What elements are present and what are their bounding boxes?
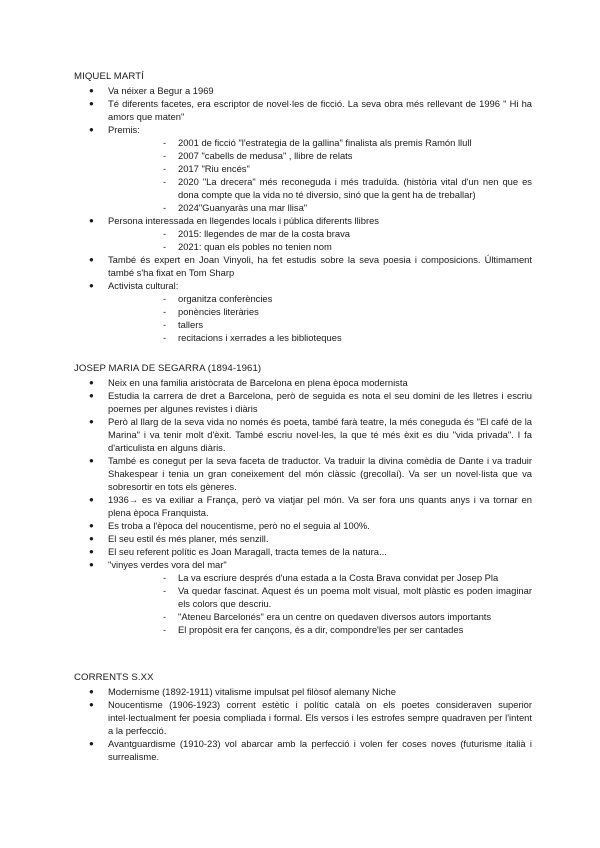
sub-list — [108, 227, 532, 253]
sub-list-item: - recitacions i xerrades a les biblioteques — [108, 331, 532, 344]
list-item — [74, 558, 532, 636]
bullet-list — [74, 685, 532, 763]
list-item: ● Es troba a l'època del noucentisme, però no el seguia al 100%. — [74, 519, 532, 532]
section-heading: JOSEP MARIA DE SEGARRA (1894-1961) — [74, 363, 262, 374]
sub-list-item: - 2001 de ficció "l'estrategia de la gallina" finalista als premis Ramón llull — [108, 136, 532, 149]
list-item: ● El seu referent polític es Joan Maragall, tracta temes de la natura... — [74, 545, 532, 558]
list-item: ● Estudia la carrera de dret a Barcelona, però de seguida es nota el seu domini de les lletres i escriu poemes per algunes revistes i diàris — [74, 389, 532, 415]
list-item-label: Activista cultural: — [108, 280, 179, 291]
sub-list — [108, 292, 532, 344]
sub-list — [108, 136, 532, 214]
list-item: ● Modernisme (1892-1911) vitalisme impulsat pel filòsof alemany Niche — [74, 685, 532, 698]
sub-list-item: - 2020 "La drecera" més reconeguda i més traduïda. (història vital d'un nen que es dona compte que la vida no té diversio, sinó que la gent ha de treballar) — [108, 175, 532, 201]
list-item: ● Neix en una familia aristòcrata de Barcelona en plena època modernista — [74, 376, 532, 389]
sub-list-item: - 2024"Guanyaràs una mar llisa" — [108, 201, 532, 214]
sub-list-item: - 2017 "Riu encés" — [108, 162, 532, 175]
list-item — [74, 279, 532, 344]
list-item: ● Té diferents facetes, era escriptor de novel·les de ficció. La seva obra més rellevant de 1996 " Hi ha amors que maten" — [74, 97, 532, 123]
bullet-list — [74, 84, 532, 344]
sub-list — [108, 571, 532, 636]
list-item-label: Premis: — [108, 124, 140, 135]
list-item: ● Avantguardisme (1910-23) vol abarcar amb la perfecció i volen fer coses noves (futurisme italià i surrealisme. — [74, 737, 532, 763]
sub-list-item: - 2007 "cabells de medusa" , llibre de relats — [108, 149, 532, 162]
sub-list-item: - ponències literàries — [108, 305, 532, 318]
section-corrents-sxx — [74, 671, 532, 763]
list-item-label: "vinyes verdes vora del mar" — [108, 559, 227, 570]
list-item — [74, 123, 532, 214]
sub-list-item: - organitza conferències — [108, 292, 532, 305]
list-item: ● També és expert en Joan Vinyoli, ha fet estudis sobre la seva poesia i composicions. Últimament també s'ha fixat en Tom Sharp — [74, 253, 532, 279]
sub-list-item: - "Ateneu Barcelonés" era un centre on quedaven diversos autors importants — [108, 610, 532, 623]
section-heading: MIQUEL MARTÍ — [74, 71, 144, 82]
bullet-list — [74, 376, 532, 636]
list-item: ● El seu estil és més planer, més senzill. — [74, 532, 532, 545]
list-item: ● També es conegut per la seva faceta de traductor. Va traduir la divina comèdia de Dante i va traduir Shakespear i tenia un gran coneixement del món clàssic (grecollaí). Va ser un novel·lista que va sobresortir en tots els gèneres. — [74, 454, 532, 493]
list-item: ● 1936→ es va exiliar a França, però va viatjar pel món. Va ser fora uns quants anys i va tornar en plena època Franquista. — [74, 493, 532, 519]
sub-list-item: - El propòsit era fer cançons, és a dir, compondre'les per ser cantades — [108, 623, 532, 636]
section-heading: CORRENTS S.XX — [74, 672, 154, 683]
list-item — [74, 214, 532, 253]
section-miquel-marti — [74, 70, 532, 344]
sub-list-item: - tallers — [108, 318, 532, 331]
list-item: ● Va néixer a Begur a 1969 — [74, 84, 532, 97]
list-item: ● Noucentisme (1906-1923) corrent estètic i polític català on els poetes consideraven superior intel·lectualment fer poesia compliada i formal. Els versos i les estrofes sempre quadraven per l'intent a la perfecció. — [74, 698, 532, 737]
list-item: ● Però al llarg de la seva vida no només és poeta, també farà teatre, la més coneguda és "El café de la Marina" i va tenir molt d'èxit. També escriu novel·les, la que té més èxit es diu "vida privada". I fa d'articulista en alguns diàris. — [74, 415, 532, 454]
sub-list-item: - La va escriure després d'una estada a la Costa Brava convidat per Josep Pla — [108, 571, 532, 584]
sub-list-item: - Va quedar fascinat. Aquest és un poema molt visual, molt plàstic es poden imaginar els colors que descriu. — [108, 584, 532, 610]
sub-list-item: - 2015: llegendes de mar de la costa brava — [108, 227, 532, 240]
sub-list-item: - 2021: quan els pobles no tenien nom — [108, 240, 532, 253]
list-item-label: Persona interessada en llegendes locals i pública diferents llibres — [108, 215, 379, 226]
section-josep-maria-de-segarra — [74, 362, 532, 636]
